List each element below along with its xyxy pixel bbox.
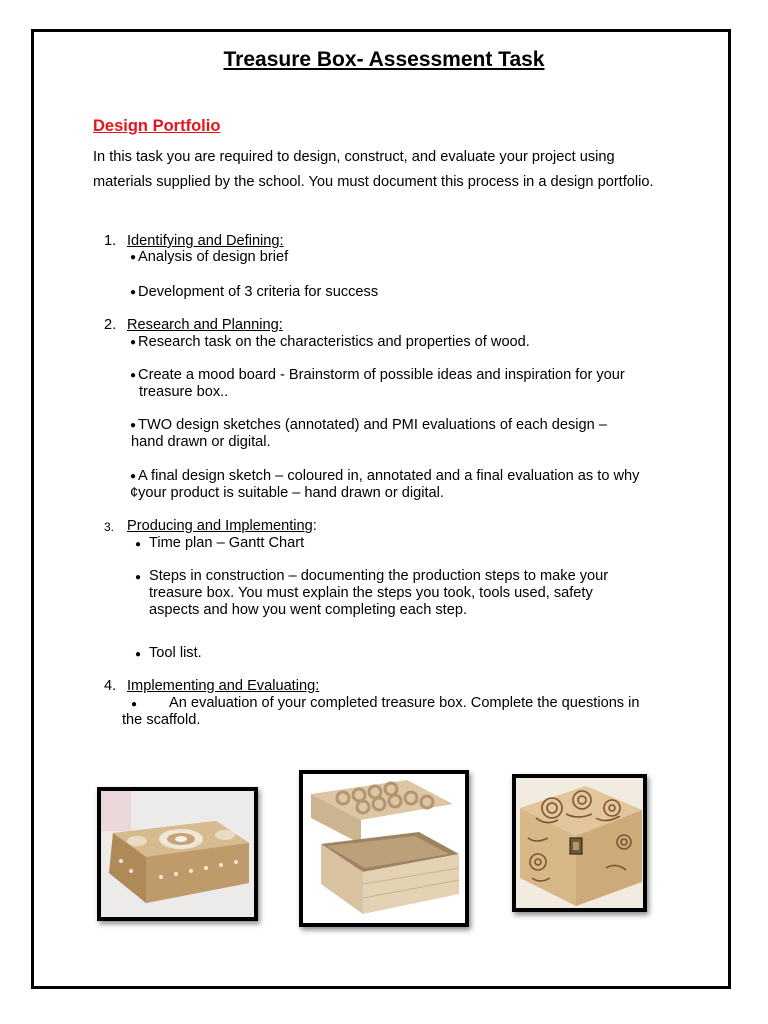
list-item: ● TWO design sketches (annotated) and PMI evaluations of each design – [130,417,607,433]
intro-paragraph: In this task you are required to design, construct, and evaluate your project using materials supplied by the school. You must document this process in a design portfolio. [93,149,654,190]
section-2-number: 2. [104,317,117,333]
list-item: Time plan – Gantt Chart [149,535,305,551]
page-title: Treasure Box- Assessment Task [223,48,545,71]
bullet-icon: ● [130,252,137,263]
engraved-rose-box-photo [512,774,647,912]
section-2-heading: Research and Planning: [127,317,283,333]
section-subtitle: Design Portfolio [93,117,221,135]
list-item: ● Development of 3 criteria for success [130,284,379,300]
section-3-number: 3. [104,520,115,534]
bullet-icon: ● [135,649,142,660]
section-4-heading: Implementing and Evaluating: [127,678,320,694]
carved-lattice-box-photo [299,770,469,927]
list-item: ● Analysis of design brief [130,249,289,265]
list-item: ● Research task on the characteristics and properties of wood. [130,334,530,350]
list-item: ● Create a mood board - Brainstorm of possible ideas and inspiration for your [130,367,625,383]
bullet-icon: ● [135,572,142,583]
section-4-number: 4. [104,678,117,694]
list-item-continuation: hand drawn or digital. [131,434,271,450]
list-item-continuation: the scaffold. [122,712,201,728]
list-item: Tool list. [149,645,202,661]
bullet-icon: ● [130,471,137,482]
section-1-number: 1. [104,233,117,249]
ornate-painted-box-photo [97,787,258,921]
list-item: An evaluation of your completed treasure box. Complete the questions in [169,695,640,711]
list-item: ● A final design sketch – coloured in, annotated and a final evaluation as to why [130,468,640,484]
list-item-continuation: treasure box. You must explain the steps you took, tools used, safety [149,585,593,601]
bullet-icon: ● [130,420,137,431]
section-3-heading: Producing and Implementing: [127,518,317,534]
bullet-icon: ● [130,370,137,381]
list-item-continuation: ¢your product is suitable – hand drawn or digital. [130,485,444,501]
bullet-icon: ● [130,287,137,298]
list-item-continuation: aspects and how you went completing each step. [149,602,468,618]
section-1-heading: Identifying and Defining: [127,233,284,249]
bullet-icon: ● [135,539,142,550]
bullet-icon: ● [131,699,138,710]
list-item-continuation: treasure box.. [139,384,229,400]
list-item: Steps in construction – documenting the production steps to make your [149,568,609,584]
bullet-icon: ● [130,337,137,348]
